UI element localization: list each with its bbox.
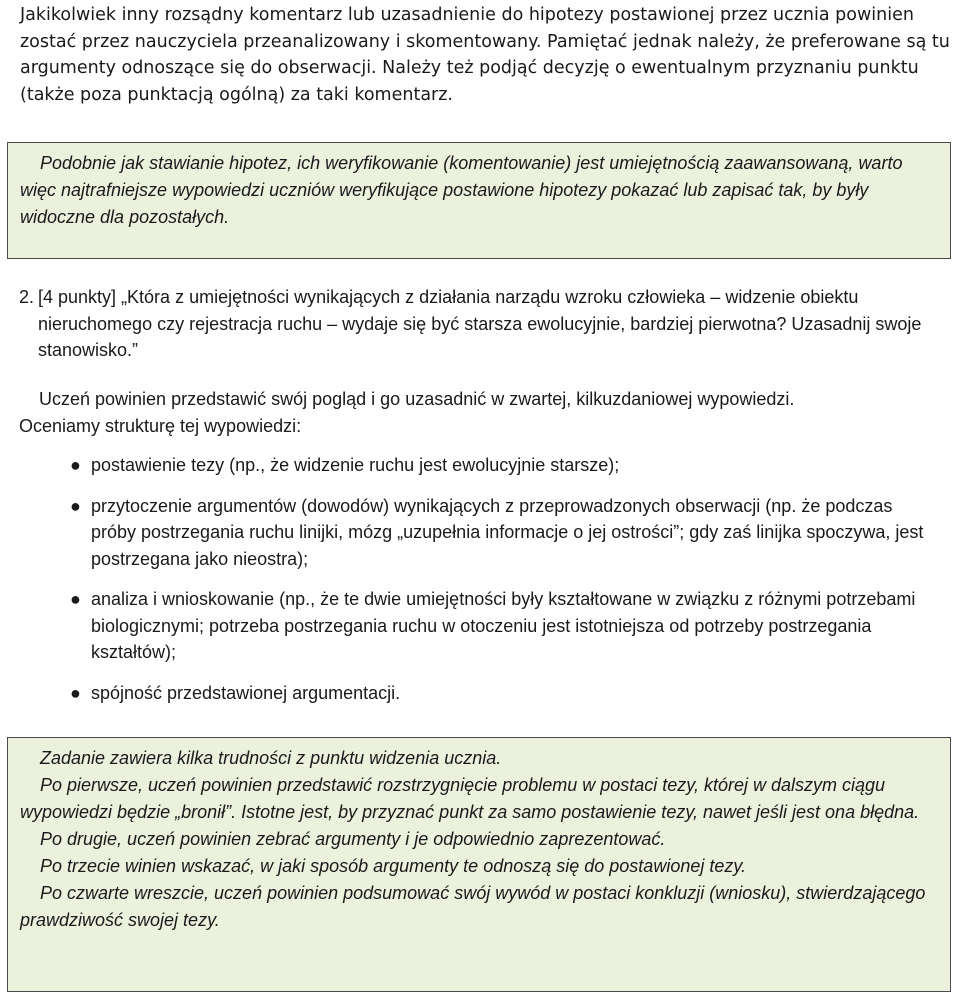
- note-box-difficulties: [7, 737, 951, 992]
- note-box-verification: [7, 142, 951, 259]
- answer-intro: [19, 386, 949, 439]
- answer-line-1: Uczeń powinien przedstawić swój pogląd i go uzasadnić w zwartej, kilkuzdaniowej wypowiedzi.: [39, 389, 795, 409]
- criteria-item: [70, 680, 930, 707]
- criteria-list: [70, 452, 930, 720]
- bullet-icon: ●: [70, 495, 81, 516]
- bullet-icon: ●: [70, 589, 81, 609]
- note-box-text: Podobnie jak stawianie hipotez, ich weryfikowanie (komentowanie) jest umiejętnością zaawansowaną, warto więc najtrafniejsze wypowiedzi uczniów weryfikujące postawione hipotezy pokazać lub zapisać tak, by były widoczne dla pozostałych.: [20, 153, 903, 227]
- question-2: [19, 284, 939, 364]
- intro-text: [20, 2, 950, 108]
- bullet-icon: ●: [70, 455, 81, 475]
- criteria-item: [70, 493, 930, 573]
- difficulty-paragraph: Po czwarte wreszcie, uczeń powinien podsumować swój wywód w postaci konkluzji (wniosku), stwierdzającego prawdziwość swojej tezy.: [20, 883, 926, 930]
- criteria-item-text: analiza i wnioskowanie (np., że te dwie umiejętności były kształtowane w związku z różnymi potrzebami biologicznymi; potrzeba postrzegania ruchu w otoczeniu jest istotniejsza od potrzeby postrzegania kształtów);: [91, 589, 916, 662]
- question-text: [4 punkty] „Która z umiejętności wynikających z działania narządu wzroku człowieka – widzenie obiektu nieruchomego czy rejestracja ruchu – wydaje się być starsza ewolucyjnie, bardziej pierwotna? Uzasadnij swoje stanowisko.”: [38, 287, 922, 360]
- criteria-item-text: przytoczenie argumentów (dowodów) wynikających z przeprowadzonych obserwacji (np. że podczas próby postrzegania ruchu linijki, mózg „uzupełnia informacje o jej ostrości”; gdy zaś linijka spoczywa, jest postrzegana jako nieostra);: [91, 495, 924, 569]
- criteria-item-text: spójność przedstawionej argumentacji.: [91, 682, 401, 703]
- difficulty-paragraph: Po trzecie winien wskazać, w jaki sposób argumenty te odnoszą się do postawionej tezy.: [40, 856, 747, 876]
- bullet-icon: ●: [70, 682, 81, 703]
- difficulty-paragraph: Zadanie zawiera kilka trudności z punktu widzenia ucznia.: [40, 748, 502, 768]
- criteria-item: [70, 452, 930, 479]
- difficulty-paragraph: Po pierwsze, uczeń powinien przedstawić rozstrzygnięcie problemu w postaci tezy, której w dalszym ciągu wypowiedzi będzie „bronił”. Istotne jest, by przyznać punkt za samo postawienie tezy, nawet jeśli jest ona błędna.: [20, 775, 920, 822]
- intro-paragraph: Jakikolwiek inny rozsądny komentarz lub uzasadnienie do hipotezy postawionej przez ucznia powinien zostać przez nauczyciela przeanalizowany i skomentowany. Pamiętać jednak należy, że preferowane są tu argumenty odnoszące się do obserwacji. Należy też podjąć decyzję o ewentualnym przyznaniu punktu (także poza punktacją ogólną) za taki komentarz.: [20, 5, 950, 105]
- criteria-item: [70, 586, 930, 666]
- answer-line-2: Oceniamy strukturę tej wypowiedzi:: [19, 415, 302, 436]
- question-number: 2.: [19, 287, 35, 307]
- difficulty-paragraph: Po drugie, uczeń powinien zebrać argumenty i je odpowiednio zaprezentować.: [40, 829, 666, 849]
- criteria-item-text: postawienie tezy (np., że widzenie ruchu jest ewolucyjnie starsze);: [91, 455, 620, 475]
